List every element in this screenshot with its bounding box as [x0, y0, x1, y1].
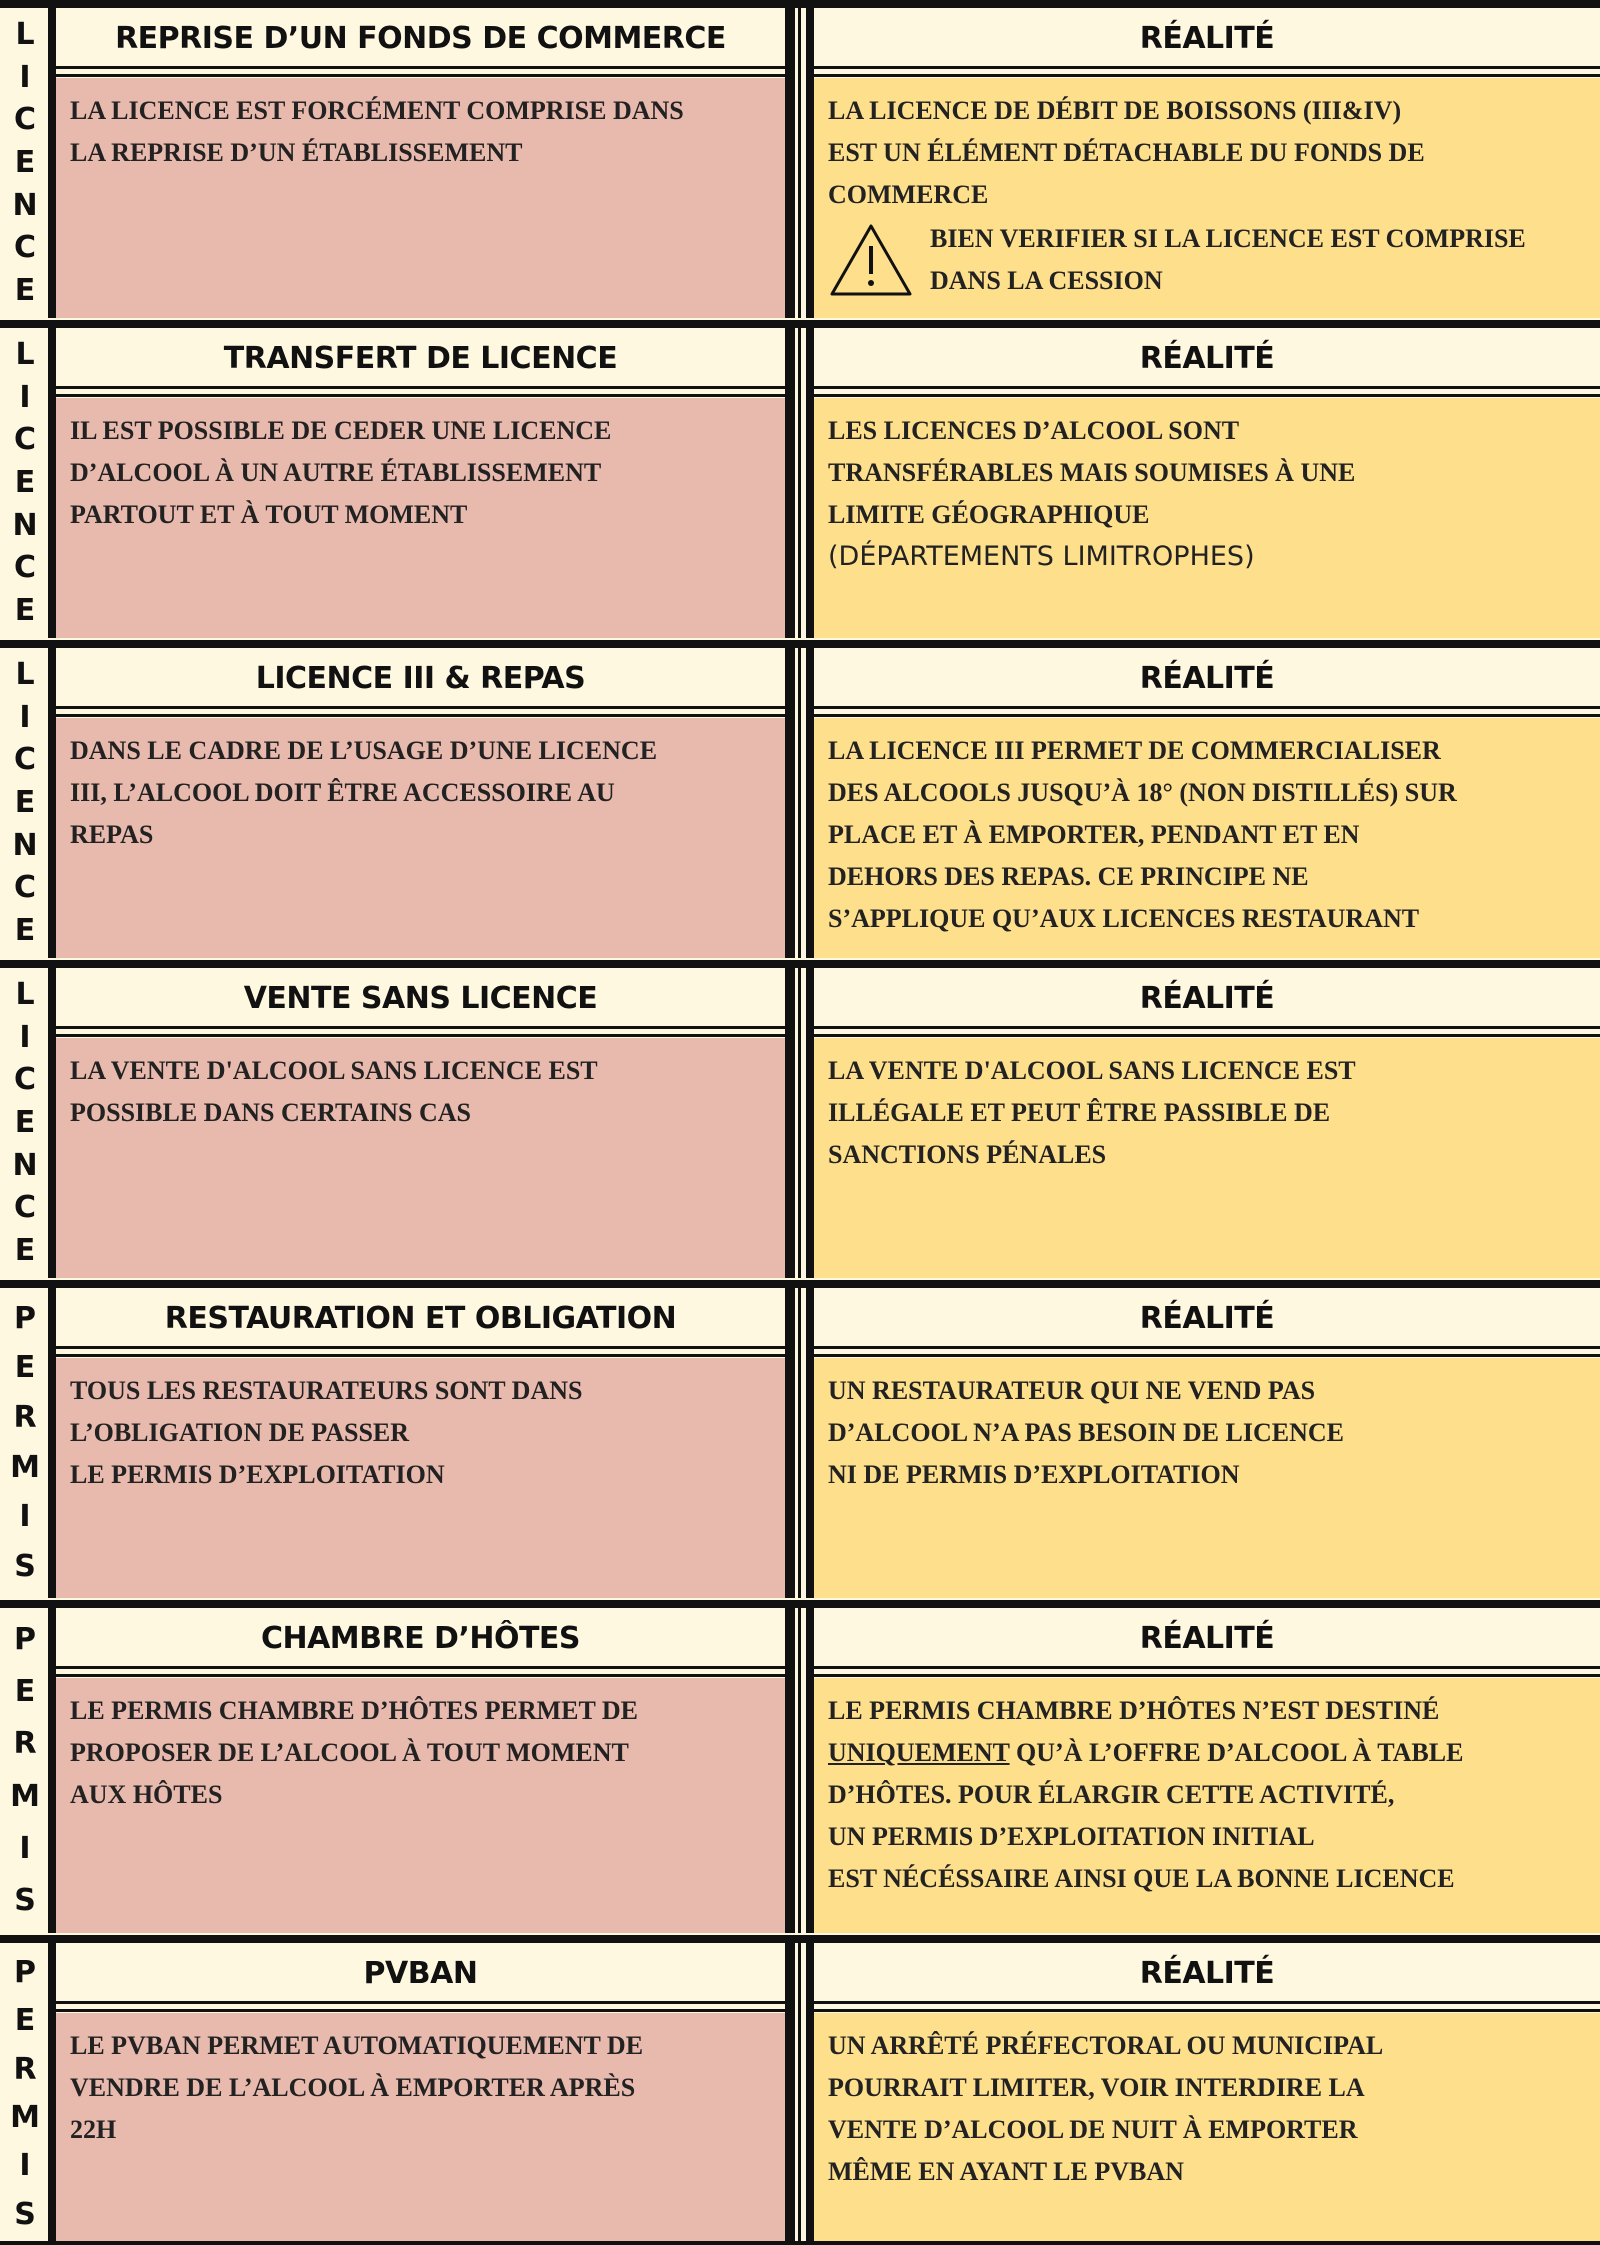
reality-emphasis: UNIQUEMENT — [828, 1738, 1010, 1767]
side-letter: C — [13, 230, 37, 266]
myth-header: REPRISE D’UN FONDS DE COMMERCE — [56, 12, 785, 64]
column-divider — [785, 968, 795, 1278]
side-letter: S — [14, 1882, 36, 1918]
section-top-border — [0, 320, 1600, 328]
side-letter: E — [14, 1104, 36, 1140]
warning-triangle-icon — [828, 218, 930, 303]
section-top-border — [0, 640, 1600, 648]
reality-line: D’ALCOOL N’A PAS BESOIN DE LICENCE — [828, 1418, 1345, 1447]
reality-line: EST NÉCÉSSAIRE AINSI QUE LA BONNE LICENCE — [828, 1864, 1455, 1893]
section-4 — [0, 960, 1600, 1278]
side-letter: P — [14, 1955, 36, 1991]
side-letter: I — [19, 1499, 31, 1535]
section-top-border — [0, 1935, 1600, 1943]
reality-cell — [814, 1678, 1600, 1933]
header-underline — [814, 2001, 1600, 2004]
side-label — [0, 648, 50, 958]
side-letter: N — [12, 187, 38, 223]
side-letter: I — [19, 699, 31, 735]
column-divider — [798, 1943, 801, 2245]
myth-line: D’ALCOOL À UN AUTRE ÉTABLISSEMENT — [70, 458, 602, 487]
header-underline — [56, 1034, 785, 1037]
reality-line: TRANSFÉRABLES MAIS SOUMISES À UNE — [828, 458, 1356, 487]
reality-line: PLACE ET À EMPORTER, PENDANT ET EN — [828, 820, 1360, 849]
column-divider — [785, 648, 795, 958]
myth-line: VENDRE DE L’ALCOOL À EMPORTER APRÈS — [70, 2073, 636, 2102]
column-divider — [785, 1288, 795, 1598]
reality-line: MÊME EN AYANT LE PVBAN — [828, 2157, 1184, 2186]
side-letter: L — [15, 337, 35, 373]
column-divider — [806, 328, 814, 638]
header-underline — [814, 66, 1600, 69]
side-label — [0, 8, 50, 318]
side-letter: M — [10, 1449, 40, 1485]
reality-line: UN RESTAURATEUR QUI NE VEND PAS — [828, 1376, 1316, 1405]
side-letter: L — [15, 977, 35, 1013]
side-letter: C — [13, 1190, 37, 1226]
myth-line: TOUS LES RESTAURATEURS SONT DANS — [70, 1376, 583, 1405]
reality-header: RÉALITÉ — [814, 332, 1600, 384]
column-divider — [798, 328, 801, 638]
side-label — [0, 328, 50, 638]
reality-line: DEHORS DES REPAS. CE PRINCIPE NE — [828, 862, 1309, 891]
myth-text — [70, 410, 771, 536]
header-underline — [814, 1026, 1600, 1029]
myth-text — [70, 1050, 771, 1134]
column-divider — [806, 8, 814, 318]
column-divider — [785, 1608, 795, 1933]
myth-header: TRANSFERT DE LICENCE — [56, 332, 785, 384]
side-letter: E — [14, 464, 36, 500]
side-letter: E — [14, 784, 36, 820]
myth-line: POSSIBLE DANS CERTAINS CAS — [70, 1098, 471, 1127]
section-top-border — [0, 1280, 1600, 1288]
myth-line: PARTOUT ET À TOUT MOMENT — [70, 500, 468, 529]
header-underline — [56, 1346, 785, 1349]
myth-cell — [56, 1358, 785, 1598]
column-divider — [806, 1943, 814, 2245]
reality-line: ILLÉGALE ET PEUT ÊTRE PASSIBLE DE — [828, 1098, 1331, 1127]
side-letter: E — [14, 2003, 36, 2039]
side-letter: C — [13, 102, 37, 138]
side-letter: P — [14, 1300, 36, 1336]
header-underline — [56, 66, 785, 69]
reality-text — [828, 1690, 1586, 1900]
column-divider — [798, 968, 801, 1278]
column-divider — [806, 648, 814, 958]
myth-header: PVBAN — [56, 1947, 785, 1999]
reality-note: (DÉPARTEMENTS LIMITROPHES) — [828, 541, 1255, 572]
header-underline — [814, 706, 1600, 709]
myth-header: RESTAURATION ET OBLIGATION — [56, 1292, 785, 1344]
section-top-border — [0, 1600, 1600, 1608]
reality-header: RÉALITÉ — [814, 1612, 1600, 1664]
myth-line: PROPOSER DE L’ALCOOL À TOUT MOMENT — [70, 1738, 629, 1767]
myth-line: DANS LE CADRE DE L’USAGE D’UNE LICENCE — [70, 736, 658, 765]
section-top-border — [0, 0, 1600, 8]
reality-text — [828, 1050, 1586, 1176]
myth-line: L’OBLIGATION DE PASSER — [70, 1418, 410, 1447]
warning-line: DANS LA CESSION — [930, 266, 1163, 295]
column-divider — [798, 1288, 801, 1598]
reality-line: LA LICENCE III PERMET DE COMMERCIALISER — [828, 736, 1441, 765]
side-letter: R — [13, 1726, 37, 1762]
reality-header: RÉALITÉ — [814, 1947, 1600, 1999]
side-label — [0, 968, 50, 1278]
reality-text — [828, 410, 1586, 578]
header-underline — [56, 1354, 785, 1357]
header-underline — [56, 74, 785, 77]
warning-text — [930, 218, 1526, 302]
header-underline — [814, 1666, 1600, 1669]
side-letter: P — [14, 1622, 36, 1658]
column-divider — [48, 1608, 56, 1933]
myth-cell — [56, 1678, 785, 1933]
side-letter: E — [14, 1232, 36, 1268]
side-label — [0, 1288, 50, 1598]
reality-header: RÉALITÉ — [814, 12, 1600, 64]
reality-line-rest: QU’À L’OFFRE D’ALCOOL À TABLE — [1009, 1738, 1464, 1767]
section-1 — [0, 0, 1600, 318]
column-divider — [48, 328, 56, 638]
header-underline — [814, 1346, 1600, 1349]
column-divider — [798, 648, 801, 958]
bottom-border — [0, 2241, 1600, 2245]
myth-line: LE PVBAN PERMET AUTOMATIQUEMENT DE — [70, 2031, 644, 2060]
side-letter: E — [14, 592, 36, 628]
reality-cell — [814, 398, 1600, 638]
header-underline — [56, 1666, 785, 1669]
myth-cell — [56, 718, 785, 958]
side-letter: N — [12, 1147, 38, 1183]
reality-cell — [814, 78, 1600, 318]
reality-line: NI DE PERMIS D’EXPLOITATION — [828, 1460, 1240, 1489]
side-letter: C — [13, 422, 37, 458]
myth-header: LICENCE III & REPAS — [56, 652, 785, 704]
section-7 — [0, 1935, 1600, 2245]
side-letter: I — [19, 1830, 31, 1866]
myth-cell — [56, 2013, 785, 2245]
reality-text — [828, 730, 1586, 940]
warning-line: BIEN VERIFIER SI LA LICENCE EST COMPRISE — [930, 224, 1526, 253]
myth-line: LE PERMIS CHAMBRE D’HÔTES PERMET DE — [70, 1696, 638, 1725]
side-letter: N — [12, 507, 38, 543]
myth-line: LE PERMIS D’EXPLOITATION — [70, 1460, 445, 1489]
myth-header: CHAMBRE D’HÔTES — [56, 1612, 785, 1664]
header-underline — [56, 386, 785, 389]
side-letter: E — [14, 912, 36, 948]
reality-text — [828, 2025, 1586, 2193]
column-divider — [785, 1943, 795, 2245]
section-5 — [0, 1280, 1600, 1598]
column-divider — [48, 1943, 56, 2245]
side-letter: S — [14, 2196, 36, 2232]
column-divider — [785, 328, 795, 638]
side-letter: R — [13, 2051, 37, 2087]
header-underline — [56, 2001, 785, 2004]
myth-cell — [56, 1038, 785, 1278]
reality-line: LA LICENCE DE DÉBIT DE BOISSONS (III&IV) — [828, 96, 1402, 125]
reality-line: LES LICENCES D’ALCOOL SONT — [828, 416, 1240, 445]
header-underline — [814, 386, 1600, 389]
column-divider — [798, 1608, 801, 1933]
reality-line: VENTE D’ALCOOL DE NUIT À EMPORTER — [828, 2115, 1358, 2144]
reality-line: POURRAIT LIMITER, VOIR INTERDIRE LA — [828, 2073, 1365, 2102]
header-underline — [814, 74, 1600, 77]
side-letter: E — [14, 144, 36, 180]
column-divider — [806, 968, 814, 1278]
myth-cell — [56, 78, 785, 318]
reality-line — [828, 1732, 1586, 1774]
side-letter: C — [13, 550, 37, 586]
reality-cell — [814, 718, 1600, 958]
side-letter: I — [19, 2148, 31, 2184]
header-underline — [56, 706, 785, 709]
warning-note — [828, 218, 1586, 303]
reality-line: DES ALCOOLS JUSQU’À 18° (NON DISTILLÉS) SUR — [828, 778, 1457, 807]
side-letter: E — [14, 272, 36, 308]
reality-line: S’APPLIQUE QU’AUX LICENCES RESTAURANT — [828, 904, 1420, 933]
header-underline — [56, 394, 785, 397]
myth-text — [70, 2025, 771, 2151]
myth-line: III, L’ALCOOL DOIT ÊTRE ACCESSOIRE AU — [70, 778, 615, 807]
header-underline — [814, 1674, 1600, 1677]
section-2 — [0, 320, 1600, 638]
myth-text — [70, 90, 771, 174]
reality-text — [828, 1370, 1586, 1496]
side-letter: C — [13, 742, 37, 778]
column-divider — [798, 8, 801, 318]
header-underline — [56, 2009, 785, 2012]
reality-line: SANCTIONS PÉNALES — [828, 1140, 1107, 1169]
side-letter: E — [14, 1674, 36, 1710]
reality-line: D’HÔTES. POUR ÉLARGIR CETTE ACTIVITÉ, — [828, 1780, 1395, 1809]
header-underline — [814, 1354, 1600, 1357]
header-underline — [56, 714, 785, 717]
header-underline — [814, 1034, 1600, 1037]
side-label — [0, 1943, 50, 2245]
myth-text — [70, 1690, 771, 1816]
myth-line: LA REPRISE D’UN ÉTABLISSEMENT — [70, 138, 523, 167]
side-letter: M — [10, 2100, 40, 2136]
column-divider — [48, 8, 56, 318]
header-underline — [56, 1026, 785, 1029]
reality-line: LA VENTE D'ALCOOL SANS LICENCE EST — [828, 1056, 1356, 1085]
reality-header: RÉALITÉ — [814, 1292, 1600, 1344]
myth-line: 22H — [70, 2115, 117, 2144]
side-letter: S — [14, 1549, 36, 1585]
myth-text — [70, 730, 771, 856]
side-letter: I — [19, 59, 31, 95]
myth-line: REPAS — [70, 820, 154, 849]
column-divider — [48, 968, 56, 1278]
myth-line: LA LICENCE EST FORCÉMENT COMPRISE DANS — [70, 96, 684, 125]
header-underline — [814, 714, 1600, 717]
side-letter: C — [13, 1062, 37, 1098]
reality-line: UN PERMIS D’EXPLOITATION INITIAL — [828, 1822, 1315, 1851]
side-letter: E — [14, 1350, 36, 1386]
side-letter: C — [13, 870, 37, 906]
side-letter: N — [12, 827, 38, 863]
column-divider — [785, 8, 795, 318]
reality-line: UN ARRÊTÉ PRÉFECTORAL OU MUNICIPAL — [828, 2031, 1384, 2060]
side-label — [0, 1608, 50, 1933]
side-letter: L — [15, 657, 35, 693]
column-divider — [48, 1288, 56, 1598]
reality-line: LIMITE GÉOGRAPHIQUE — [828, 500, 1150, 529]
side-letter: M — [10, 1778, 40, 1814]
reality-header: RÉALITÉ — [814, 652, 1600, 704]
column-divider — [806, 1608, 814, 1933]
reality-text — [828, 90, 1586, 216]
myth-line: IL EST POSSIBLE DE CEDER UNE LICENCE — [70, 416, 612, 445]
side-letter: I — [19, 1019, 31, 1055]
header-underline — [56, 1674, 785, 1677]
header-underline — [814, 2009, 1600, 2012]
myth-line: LA VENTE D'ALCOOL SANS LICENCE EST — [70, 1056, 598, 1085]
reality-cell — [814, 1358, 1600, 1598]
header-underline — [814, 394, 1600, 397]
side-letter: L — [15, 17, 35, 53]
reality-line: EST UN ÉLÉMENT DÉTACHABLE DU FONDS DE — [828, 138, 1425, 167]
column-divider — [48, 648, 56, 958]
reality-header: RÉALITÉ — [814, 972, 1600, 1024]
myth-line: AUX HÔTES — [70, 1780, 223, 1809]
section-top-border — [0, 960, 1600, 968]
reality-cell — [814, 1038, 1600, 1278]
section-6 — [0, 1600, 1600, 1933]
reality-cell — [814, 2013, 1600, 2245]
reality-line: LE PERMIS CHAMBRE D’HÔTES N’EST DESTINÉ — [828, 1696, 1440, 1725]
reality-line: COMMERCE — [828, 180, 989, 209]
side-letter: R — [13, 1400, 37, 1436]
side-letter: I — [19, 379, 31, 415]
column-divider — [806, 1288, 814, 1598]
myth-text — [70, 1370, 771, 1496]
myth-header: VENTE SANS LICENCE — [56, 972, 785, 1024]
section-3 — [0, 640, 1600, 958]
myth-cell — [56, 398, 785, 638]
